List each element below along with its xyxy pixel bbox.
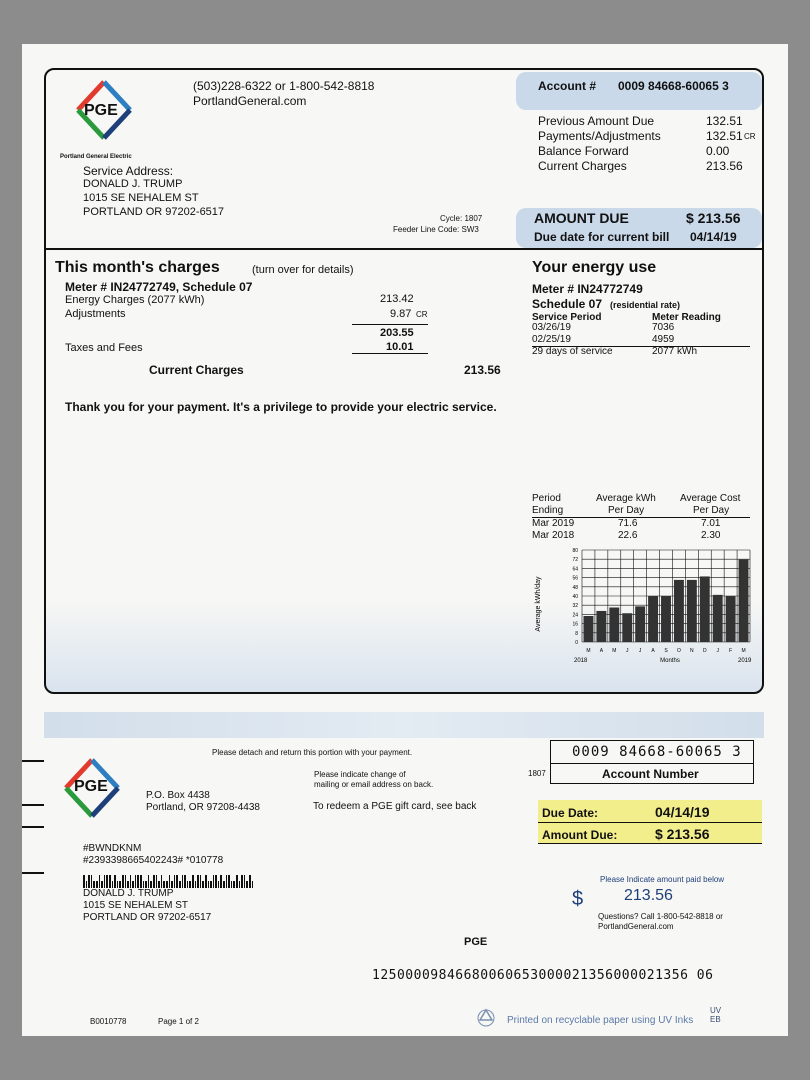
y-tick-label: 0 — [575, 640, 578, 646]
y-tick-label: 80 — [572, 548, 578, 554]
rule — [352, 353, 428, 354]
y-tick-label: 48 — [572, 584, 578, 591]
logo-text: PGE — [74, 778, 108, 795]
bar — [635, 606, 645, 642]
tear-band — [44, 712, 764, 738]
charges-subtotal: 203.55 — [380, 327, 414, 339]
bar — [609, 608, 619, 643]
amount-due-value: $ 213.56 — [686, 210, 741, 226]
mail-city: PORTLAND OR 97202-6517 — [83, 912, 212, 923]
avg-row-period: Mar 2019 — [532, 518, 575, 529]
avg-header-kwh-day: Per Day — [608, 505, 645, 516]
summary-label: Payments/Adjustments — [538, 129, 661, 143]
stub-pge: PGE — [464, 936, 488, 948]
recycle-icon — [476, 1008, 496, 1028]
kwh-total: 2077 kWh — [652, 346, 698, 357]
y-tick-label: 40 — [572, 594, 578, 600]
stub-amount-due-value: $ 213.56 — [655, 826, 710, 842]
account-number-handwritten: 0009 84668-60065 3 — [572, 744, 742, 760]
days-of-service: 29 days of service — [532, 346, 613, 357]
reading-2: 4959 — [652, 334, 675, 345]
amount-paid-field[interactable]: 213.56 — [624, 887, 673, 904]
col-meter-reading: Meter Reading — [652, 312, 721, 323]
y-tick-label: 56 — [572, 575, 578, 582]
y-tick-label: 72 — [572, 557, 578, 564]
change-note-2: mailing or email address on back. — [314, 780, 434, 789]
y-tick-label: 8 — [575, 630, 578, 637]
rule — [538, 843, 762, 844]
fold-mark — [22, 826, 44, 828]
dollar-sign: $ — [572, 888, 584, 910]
fold-mark — [22, 804, 44, 806]
reading-1: 7036 — [652, 322, 675, 333]
bar — [713, 595, 723, 642]
bar — [648, 596, 658, 642]
uv-logo: UV EB — [710, 1006, 722, 1024]
x-tick-label: J — [716, 648, 719, 654]
y-tick-label: 16 — [572, 621, 578, 628]
document-id: B0010778 — [90, 1017, 127, 1026]
service-name: DONALD J. TRUMP — [83, 178, 183, 190]
y-tick-label: 24 — [572, 612, 578, 619]
indicate-amount-note: Please Indicate amount paid below — [600, 875, 725, 884]
bar — [739, 560, 749, 642]
avg-header-cost-day: Per Day — [693, 505, 730, 516]
detach-note: Please detach and return this portion with your payment. — [212, 748, 413, 757]
cycle: Cycle: 1807 — [440, 214, 483, 223]
questions-2: PortlandGeneral.com — [598, 922, 674, 931]
mail-code-1: #BWNDKNM — [83, 843, 142, 854]
period-date-2: 02/25/19 — [532, 334, 571, 345]
summary-value: 213.56 — [706, 159, 743, 173]
thank-you-message: Thank you for your payment. It's a privilege to provide your electric service. — [65, 400, 497, 414]
charges-note: (turn over for details) — [252, 264, 354, 276]
summary-value: 0.00 — [706, 144, 730, 158]
account-number-label: Account Number — [602, 767, 699, 781]
page-number: Page 1 of 2 — [158, 1017, 199, 1026]
avg-row-kwh: 22.6 — [618, 530, 638, 541]
postal-barcode — [83, 870, 254, 884]
bar — [596, 611, 606, 642]
adjustments-label: Adjustments — [65, 308, 126, 320]
po-box: P.O. Box 4438 — [146, 790, 210, 801]
x-tick-label: J — [638, 648, 642, 654]
due-date-label: Due date for current bill — [534, 230, 670, 244]
avg-row-kwh: 71.6 — [618, 518, 638, 529]
company-name: Portland General Electric — [60, 154, 132, 160]
summary-label: Current Charges — [538, 159, 627, 173]
charges-title: This month's charges — [55, 259, 220, 276]
x-axis-label: Months — [660, 658, 680, 664]
energy-usage-chart — [528, 544, 756, 670]
stub-due-date-label: Due Date: — [542, 806, 599, 820]
mail-code-2: #2393398665402243# *010778 — [83, 855, 224, 866]
service-street: 1015 SE NEHALEM ST — [83, 192, 199, 204]
summary-value: 132.51 — [706, 129, 743, 143]
adjustments-suffix: CR — [416, 310, 428, 319]
rule — [550, 763, 754, 764]
year-end-label: 2019 — [738, 658, 752, 664]
bar — [726, 596, 736, 642]
current-charges-label: Current Charges — [149, 363, 244, 377]
taxes-value: 10.01 — [386, 341, 414, 353]
stub-cycle: 1807 — [528, 769, 546, 778]
summary-label: Balance Forward — [538, 144, 629, 158]
summary-suffix: CR — [744, 132, 756, 141]
adjustments-value: 9.87 — [390, 308, 412, 320]
energy-meter: Meter # IN24772749 — [532, 282, 643, 296]
energy-schedule-note: (residential rate) — [610, 300, 681, 310]
charges-meter: Meter # IN24772749, Schedule 07 — [65, 280, 253, 294]
energy-title: Your energy use — [532, 259, 657, 276]
x-tick-label: M — [586, 648, 591, 654]
logo-text: PGE — [84, 102, 118, 119]
company-phone: (503)228-6322 or 1-800-542-8818 — [193, 79, 375, 93]
questions-1: Questions? Call 1-800-542-8818 or — [598, 912, 723, 921]
fold-mark — [22, 872, 44, 874]
x-tick-label: M — [612, 648, 617, 654]
account-number: 0009 84668-60065 3 — [618, 79, 729, 93]
x-tick-label: S — [664, 648, 668, 654]
gift-card-note: To redeem a PGE gift card, see back — [313, 801, 477, 812]
y-tick-label: 64 — [572, 566, 578, 573]
avg-header-kwh: Average kWh — [596, 493, 656, 504]
x-tick-label: M — [741, 648, 746, 654]
energy-charges-label: Energy Charges (2077 kWh) — [65, 294, 205, 306]
avg-row-cost: 7.01 — [701, 518, 721, 529]
recycle-note: Printed on recyclable paper using UV Inks — [507, 1015, 694, 1026]
avg-header-cost: Average Cost — [680, 493, 741, 504]
year-start-label: 2018 — [574, 658, 588, 664]
fold-mark — [22, 760, 44, 762]
po-city: Portland, OR 97208-4438 — [146, 802, 260, 813]
x-tick-label: O — [676, 648, 681, 654]
bar — [622, 613, 632, 642]
bar — [687, 580, 697, 642]
current-charges-value: 213.56 — [464, 363, 501, 377]
y-tick-label: 32 — [572, 603, 578, 610]
header-divider — [44, 248, 764, 250]
micr-line: 12500009846680060653000021356000021356 06 — [372, 968, 714, 983]
amount-due-label: AMOUNT DUE — [534, 210, 629, 226]
y-axis-label: Average kWh/day — [535, 576, 542, 632]
x-tick-label: J — [625, 648, 629, 654]
account-label: Account # — [538, 79, 597, 93]
rule — [538, 822, 762, 823]
change-note-1: Please indicate change of — [314, 770, 406, 779]
bar — [584, 616, 594, 642]
stub-amount-due-label: Amount Due: — [542, 828, 618, 842]
due-date-value: 04/14/19 — [690, 230, 737, 244]
energy-charges-value: 213.42 — [380, 293, 414, 305]
bar — [674, 580, 684, 642]
summary-label: Previous Amount Due — [538, 114, 655, 128]
avg-row-period: Mar 2018 — [532, 530, 575, 541]
company-web[interactable]: PortlandGeneral.com — [193, 94, 307, 108]
service-address-label: Service Address: — [83, 164, 174, 178]
bar — [661, 596, 671, 642]
x-tick-label: F — [729, 648, 733, 654]
stub-due-date-value: 04/14/19 — [655, 804, 710, 820]
service-city: PORTLAND OR 97202-6517 — [83, 206, 225, 218]
col-service-period: Service Period — [532, 312, 602, 323]
x-tick-label: A — [599, 648, 604, 654]
taxes-label: Taxes and Fees — [65, 342, 143, 354]
period-date-1: 03/26/19 — [532, 322, 571, 333]
bar — [700, 576, 710, 642]
summary-value: 132.51 — [706, 114, 743, 128]
x-tick-label: N — [690, 648, 694, 654]
x-tick-label: D — [702, 648, 707, 654]
rule — [352, 324, 428, 325]
feeder-line: Feeder Line Code: SW3 — [393, 225, 479, 234]
energy-schedule: Schedule 07 — [532, 297, 603, 311]
avg-row-cost: 2.30 — [701, 530, 721, 541]
x-tick-label: A — [651, 648, 655, 654]
mail-name: DONALD J. TRUMP — [83, 888, 174, 899]
mail-street: 1015 SE NEHALEM ST — [83, 900, 189, 911]
avg-header-period: Period — [532, 493, 561, 504]
avg-header-ending: Ending — [532, 505, 564, 516]
